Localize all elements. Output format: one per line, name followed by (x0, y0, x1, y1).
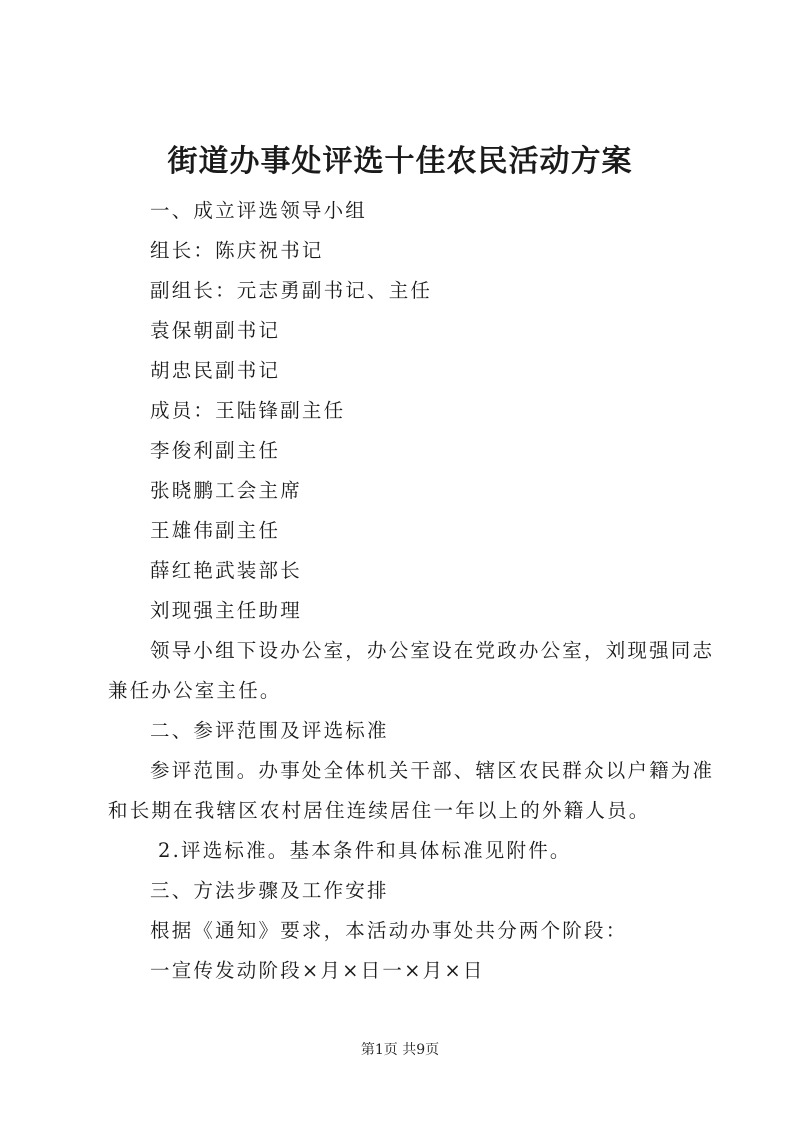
text-line-deputy-leader: 副组长：元志勇副书记、主任 (150, 279, 433, 302)
document-title: 街道办事处评选十佳农民活动方案 (167, 144, 633, 179)
paragraph-scope-line-1: 参评范围。办事处全体机关干部、辖区农民群众以户籍为准 (150, 759, 715, 782)
section-heading-2: 二、参评范围及评选标准 (150, 719, 389, 742)
paragraph-office (108, 631, 715, 711)
text-line-member-6: 刘现强主任助理 (150, 599, 302, 622)
text-line-leader: 组长：陈庆祝书记 (150, 239, 324, 262)
text-line-notice: 根据《通知》要求，本活动办事处共分两个阶段： (150, 919, 628, 942)
text-line-member-3: 张晓鹏工会主席 (150, 479, 302, 502)
text-line-deputy-1: 袁保朝副书记 (150, 319, 281, 342)
text-line-criteria: 2.评选标准。基本条件和具体标准见附件。 (158, 839, 572, 862)
text-line-member-1: 成员：王陆锋副主任 (150, 399, 346, 422)
text-line-member-2: 李俊利副主任 (150, 439, 281, 462)
paragraph-scope-line-2: 和长期在我辖区农村居住连续居住一年以上的外籍人员。 (108, 799, 651, 822)
section-heading-1: 一、成立评选领导小组 (150, 199, 368, 222)
text-line-member-4: 王雄伟副主任 (150, 519, 281, 542)
text-line-member-5: 薛红艳武装部长 (150, 559, 302, 582)
text-line-stage-1: 一宣传发动阶段×月×日一×月×日 (150, 959, 485, 982)
paragraph-scope (108, 751, 715, 831)
paragraph-office-line-1: 领导小组下设办公室，办公室设在党政办公室，刘现强同志 (150, 639, 715, 662)
page-footer: 第1页 共9页 (360, 1042, 440, 1058)
paragraph-office-line-2: 兼任办公室主任。 (108, 679, 282, 702)
section-heading-3: 三、方法步骤及工作安排 (150, 879, 389, 902)
text-line-deputy-2: 胡忠民副书记 (150, 359, 281, 382)
